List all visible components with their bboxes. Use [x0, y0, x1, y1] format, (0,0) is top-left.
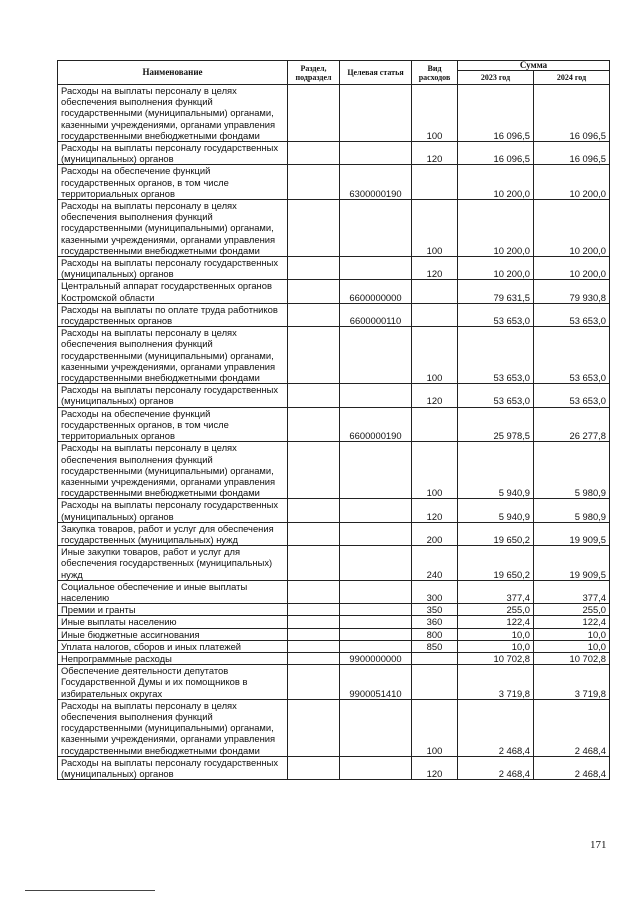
cell-2023: 2 468,4 [458, 756, 534, 779]
cell-type: 850 [412, 640, 458, 652]
table-header [58, 61, 610, 85]
cell-2024: 16 096,5 [534, 142, 610, 165]
cell-2024: 53 653,0 [534, 303, 610, 326]
cell-name: Расходы на выплаты по оплате труда работников государственных органов [58, 303, 288, 326]
cell-type: 120 [412, 499, 458, 522]
cell-article [340, 442, 412, 499]
cell-section [288, 640, 340, 652]
cell-section [288, 616, 340, 628]
cell-article: 6600000110 [340, 303, 412, 326]
header-type: Вид расходов [412, 61, 458, 85]
cell-2023: 3 719,8 [458, 665, 534, 700]
cell-name: Закупка товаров, работ и услуг для обеспечения государственных (муниципальных) нужд [58, 522, 288, 545]
cell-article [340, 257, 412, 280]
cell-article [340, 522, 412, 545]
cell-name: Расходы на выплаты персоналу государственных (муниципальных) органов [58, 499, 288, 522]
cell-article [340, 580, 412, 603]
cell-name: Социальное обеспечение и иные выплаты населению [58, 580, 288, 603]
cell-type: 360 [412, 616, 458, 628]
cell-article [340, 546, 412, 581]
table-row [58, 327, 610, 384]
cell-type: 120 [412, 384, 458, 407]
cell-2023: 5 940,9 [458, 499, 534, 522]
cell-name: Расходы на выплаты персоналу в целях обеспечения выполнения функций государственными (муниципальными) органами, казенными учреждениями, органами управления государственными внебюджетными фондами [58, 85, 288, 142]
footnote-divider [25, 890, 155, 891]
cell-section [288, 522, 340, 545]
table-row [58, 640, 610, 652]
cell-type: 800 [412, 628, 458, 640]
cell-article [340, 384, 412, 407]
cell-2024: 53 653,0 [534, 384, 610, 407]
cell-2023: 5 940,9 [458, 442, 534, 499]
cell-type: 100 [412, 699, 458, 756]
table-row [58, 442, 610, 499]
cell-section [288, 142, 340, 165]
cell-article: 6600000000 [340, 280, 412, 303]
header-article: Целевая статья [340, 61, 412, 85]
cell-section [288, 327, 340, 384]
cell-name: Расходы на обеспечение функций государственных органов, в том числе территориальных органов [58, 165, 288, 200]
cell-article [340, 327, 412, 384]
cell-2024: 377,4 [534, 580, 610, 603]
cell-2023: 255,0 [458, 604, 534, 616]
cell-section [288, 407, 340, 442]
cell-2023: 10,0 [458, 640, 534, 652]
page-number: 171 [590, 839, 607, 851]
cell-type: 100 [412, 442, 458, 499]
cell-section [288, 280, 340, 303]
cell-2024: 16 096,5 [534, 85, 610, 142]
cell-2023: 10 200,0 [458, 165, 534, 200]
table-row [58, 280, 610, 303]
cell-section [288, 546, 340, 581]
cell-name: Расходы на выплаты персоналу в целях обеспечения выполнения функций государственными (муниципальными) органами, казенными учреждениями, органами управления государственными внебюджетными фондами [58, 442, 288, 499]
cell-section [288, 652, 340, 664]
cell-2024: 255,0 [534, 604, 610, 616]
cell-2024: 19 909,5 [534, 522, 610, 545]
cell-2024: 5 980,9 [534, 442, 610, 499]
table-body [58, 85, 610, 780]
cell-article [340, 628, 412, 640]
cell-2024: 10 200,0 [534, 165, 610, 200]
table-row [58, 85, 610, 142]
cell-name: Расходы на выплаты персоналу государственных (муниципальных) органов [58, 257, 288, 280]
cell-2024: 2 468,4 [534, 699, 610, 756]
table-row [58, 616, 610, 628]
cell-2023: 10 200,0 [458, 200, 534, 257]
cell-type: 100 [412, 327, 458, 384]
cell-type: 120 [412, 257, 458, 280]
cell-section [288, 699, 340, 756]
cell-type [412, 165, 458, 200]
cell-article [340, 604, 412, 616]
cell-name: Расходы на выплаты персоналу в целях обеспечения выполнения функций государственными (муниципальными) органами, казенными учреждениями, органами управления государственными внебюджетными фондами [58, 327, 288, 384]
cell-2023: 19 650,2 [458, 522, 534, 545]
cell-2023: 79 631,5 [458, 280, 534, 303]
cell-type: 350 [412, 604, 458, 616]
cell-2024: 122,4 [534, 616, 610, 628]
header-year-2024: 2024 год [534, 71, 610, 85]
table-row [58, 257, 610, 280]
table-row [58, 499, 610, 522]
cell-name: Расходы на выплаты персоналу в целях обеспечения выполнения функций государственными (муниципальными) органами, казенными учреждениями, органами управления государственными внебюджетными фондами [58, 699, 288, 756]
cell-section [288, 442, 340, 499]
table-row [58, 580, 610, 603]
cell-article [340, 142, 412, 165]
cell-section [288, 756, 340, 779]
cell-type: 120 [412, 142, 458, 165]
table-row [58, 303, 610, 326]
table-row [58, 604, 610, 616]
cell-name: Центральный аппарат государственных органов Костромской области [58, 280, 288, 303]
cell-2024: 2 468,4 [534, 756, 610, 779]
table-row [58, 165, 610, 200]
cell-type: 200 [412, 522, 458, 545]
cell-section [288, 665, 340, 700]
cell-2024: 10 200,0 [534, 257, 610, 280]
cell-section [288, 200, 340, 257]
cell-section [288, 85, 340, 142]
cell-section [288, 257, 340, 280]
cell-section [288, 604, 340, 616]
cell-2024: 10 702,8 [534, 652, 610, 664]
cell-type: 100 [412, 85, 458, 142]
cell-2023: 53 653,0 [458, 327, 534, 384]
cell-name: Расходы на выплаты персоналу государственных (муниципальных) органов [58, 384, 288, 407]
cell-name: Иные бюджетные ассигнования [58, 628, 288, 640]
cell-2023: 16 096,5 [458, 142, 534, 165]
cell-section [288, 499, 340, 522]
cell-type [412, 665, 458, 700]
table-row [58, 665, 610, 700]
header-year-2023: 2023 год [458, 71, 534, 85]
cell-2024: 10,0 [534, 640, 610, 652]
header-name: Наименование [58, 61, 288, 85]
cell-2024: 53 653,0 [534, 327, 610, 384]
cell-2024: 26 277,8 [534, 407, 610, 442]
table-row [58, 142, 610, 165]
cell-2023: 53 653,0 [458, 384, 534, 407]
cell-name: Расходы на выплаты персоналу государственных (муниципальных) органов [58, 756, 288, 779]
table-row [58, 756, 610, 779]
cell-article [340, 499, 412, 522]
cell-type: 100 [412, 200, 458, 257]
cell-article: 9900000000 [340, 652, 412, 664]
cell-article [340, 616, 412, 628]
cell-2024: 3 719,8 [534, 665, 610, 700]
header-section: Раздел, подраздел [288, 61, 340, 85]
cell-article [340, 699, 412, 756]
cell-article [340, 85, 412, 142]
cell-type: 240 [412, 546, 458, 581]
cell-name: Расходы на выплаты персоналу в целях обеспечения выполнения функций государственными (муниципальными) органами, казенными учреждениями, органами управления государственными внебюджетными фондами [58, 200, 288, 257]
cell-2023: 10 702,8 [458, 652, 534, 664]
cell-2024: 10,0 [534, 628, 610, 640]
cell-name: Иные закупки товаров, работ и услуг для обеспечения государственных (муниципальных) нужд [58, 546, 288, 581]
cell-type: 300 [412, 580, 458, 603]
cell-2023: 2 468,4 [458, 699, 534, 756]
cell-name: Обеспечение деятельности депутатов Государственной Думы и их помощников в избирательных округах [58, 665, 288, 700]
cell-name: Премии и гранты [58, 604, 288, 616]
cell-type [412, 280, 458, 303]
cell-article: 6300000190 [340, 165, 412, 200]
cell-name: Расходы на обеспечение функций государственных органов, в том числе территориальных органов [58, 407, 288, 442]
cell-2024: 79 930,8 [534, 280, 610, 303]
cell-article [340, 640, 412, 652]
cell-article [340, 756, 412, 779]
cell-2023: 16 096,5 [458, 85, 534, 142]
cell-2024: 5 980,9 [534, 499, 610, 522]
cell-2024: 19 909,5 [534, 546, 610, 581]
cell-name: Иные выплаты населению [58, 616, 288, 628]
cell-2023: 10 200,0 [458, 257, 534, 280]
cell-2023: 10,0 [458, 628, 534, 640]
table-row [58, 652, 610, 664]
cell-type [412, 303, 458, 326]
table-row [58, 628, 610, 640]
cell-article: 6600000190 [340, 407, 412, 442]
cell-2023: 25 978,5 [458, 407, 534, 442]
cell-name: Расходы на выплаты персоналу государственных (муниципальных) органов [58, 142, 288, 165]
cell-section [288, 165, 340, 200]
cell-type [412, 407, 458, 442]
cell-section [288, 628, 340, 640]
table-row [58, 200, 610, 257]
cell-type: 120 [412, 756, 458, 779]
cell-2023: 122,4 [458, 616, 534, 628]
cell-name: Уплата налогов, сборов и иных платежей [58, 640, 288, 652]
budget-table [57, 60, 610, 780]
cell-article [340, 200, 412, 257]
table-row [58, 699, 610, 756]
table-row [58, 546, 610, 581]
table-row [58, 522, 610, 545]
header-sum: Сумма [458, 61, 610, 71]
cell-2023: 377,4 [458, 580, 534, 603]
table-row [58, 407, 610, 442]
cell-2023: 19 650,2 [458, 546, 534, 581]
cell-article: 9900051410 [340, 665, 412, 700]
cell-2023: 53 653,0 [458, 303, 534, 326]
cell-type [412, 652, 458, 664]
cell-2024: 10 200,0 [534, 200, 610, 257]
cell-name: Непрограммные расходы [58, 652, 288, 664]
cell-section [288, 580, 340, 603]
table-row [58, 384, 610, 407]
cell-section [288, 384, 340, 407]
cell-section [288, 303, 340, 326]
